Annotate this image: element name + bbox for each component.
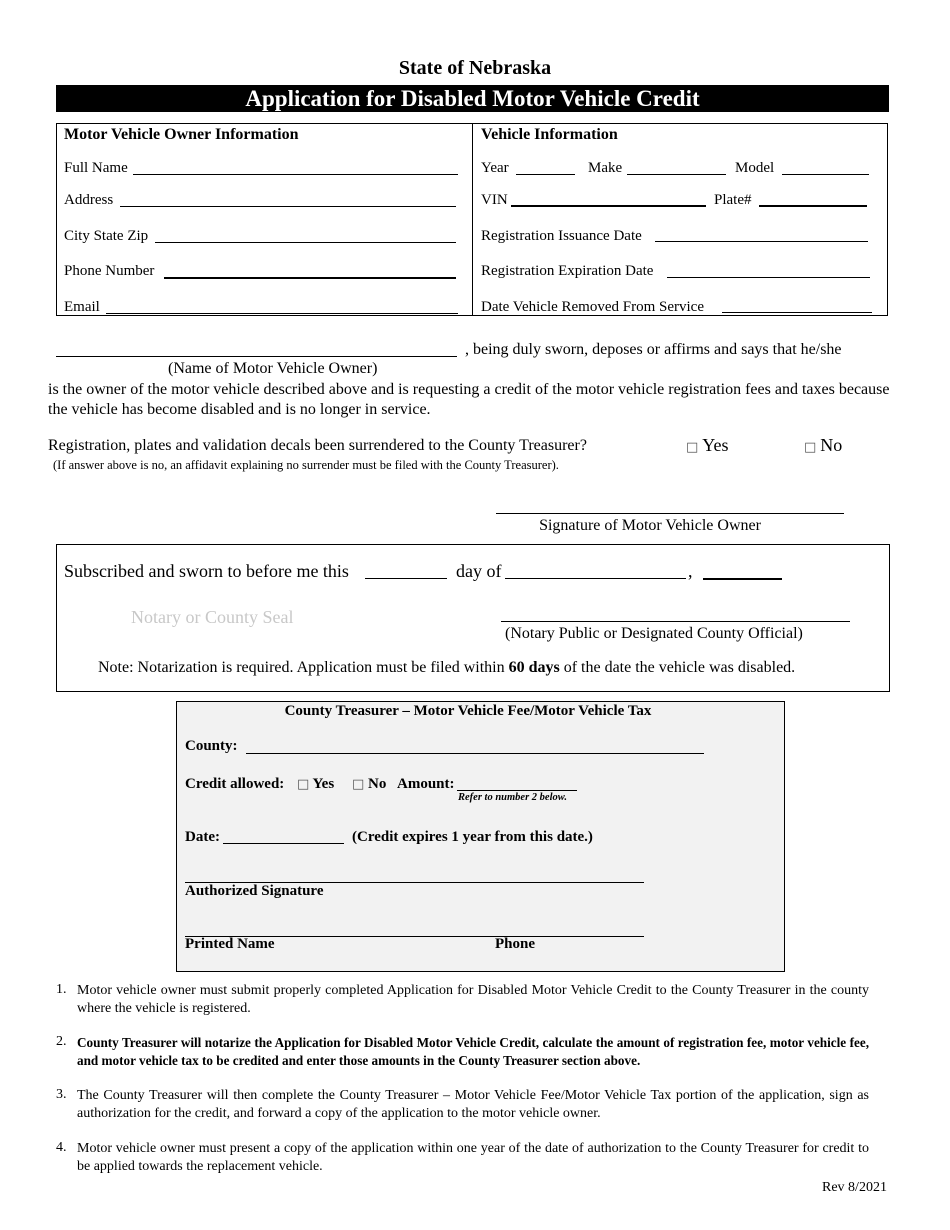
registration-issuance-label: Registration Issuance Date: [481, 228, 642, 244]
city-state-zip-field[interactable]: [155, 242, 456, 243]
instruction-number-4: 4.: [56, 1140, 67, 1155]
registration-expiration-field[interactable]: [667, 277, 870, 278]
date-removed-label: Date Vehicle Removed From Service: [481, 299, 704, 315]
credit-no-checkbox-icon[interactable]: □: [352, 777, 365, 792]
treasurer-date-field[interactable]: [223, 843, 344, 844]
instruction-text-2: County Treasurer will notarize the Application for Disabled Motor Vehicle Credit, calculate the amount of registration fee, motor vehicle fee, and motor vehicle tax to be credited and enter those amounts in the County Treasurer section above.: [77, 1035, 869, 1068]
instruction-number-1: 1.: [56, 982, 67, 997]
notary-signature-field[interactable]: [501, 621, 850, 622]
info-table-divider: [472, 123, 473, 316]
yes-checkbox-icon[interactable]: □: [686, 440, 699, 455]
notary-day-field[interactable]: [365, 578, 447, 579]
vin-label: VIN: [481, 192, 508, 208]
city-state-zip-label: City State Zip: [64, 228, 149, 244]
credit-no-option[interactable]: [352, 776, 386, 793]
notary-month-field[interactable]: [505, 578, 686, 579]
address-field[interactable]: [120, 206, 456, 207]
form-title: Application for Disabled Motor Vehicle Credit: [56, 85, 889, 112]
authorized-signature-label: Authorized Signature: [185, 883, 324, 899]
amount-label: Amount:: [397, 776, 455, 792]
notarization-note-suffix: of the date the vehicle was disabled.: [559, 659, 796, 676]
credit-yes-label: Yes: [312, 776, 335, 792]
revision-label: Rev 8/2021: [822, 1180, 887, 1195]
instruction-text-4: Motor vehicle owner must present a copy of the application within one year of the date of authorization to the County Treasurer for credit to be applied towards the replacement vehicle.: [77, 1141, 869, 1174]
plate-field[interactable]: [759, 205, 867, 207]
make-field[interactable]: [627, 174, 726, 175]
treasurer-date-label: Date:: [185, 829, 220, 845]
subscribed-text: Subscribed and sworn to before me this: [64, 561, 349, 581]
amount-refer-note: Refer to number 2 below.: [458, 792, 567, 803]
phone-number-field[interactable]: [164, 277, 456, 279]
credit-allowed-label: Credit allowed:: [185, 776, 285, 792]
year-field[interactable]: [516, 174, 575, 175]
owner-signature-caption: Signature of Motor Vehicle Owner: [539, 517, 761, 534]
notary-official-caption: (Notary Public or Designated County Official): [505, 625, 803, 642]
registration-issuance-field[interactable]: [655, 241, 868, 242]
credit-expires-note: (Credit expires 1 year from this date.): [352, 829, 593, 845]
year-label: Year: [481, 160, 509, 176]
full-name-label: Full Name: [64, 160, 128, 176]
instruction-number-3: 3.: [56, 1087, 67, 1102]
instruction-text-1: Motor vehicle owner must submit properly completed Application for Disabled Motor Vehicle Credit to the County Treasurer in the county where the vehicle is registered.: [77, 983, 869, 1016]
model-label: Model: [735, 160, 775, 176]
credit-no-label: No: [368, 776, 387, 792]
owner-section-heading: Motor Vehicle Owner Information: [64, 126, 299, 143]
make-label: Make: [588, 160, 623, 176]
form-state: State of Nebraska: [398, 57, 552, 79]
surrender-no-option[interactable]: [804, 435, 842, 456]
surrender-no-label: No: [820, 435, 843, 455]
vehicle-section-heading: Vehicle Information: [481, 126, 618, 143]
instruction-text-3: The County Treasurer will then complete the County Treasurer – Motor Vehicle Fee/Motor Vehicle Tax portion of the application, sign as authorization for the credit, and forward a copy of the application to the motor vehicle owner.: [77, 1088, 869, 1121]
owner-signature-field[interactable]: [496, 513, 844, 514]
email-label: Email: [64, 299, 100, 315]
surrender-note: (If answer above is no, an affidavit explaining no surrender must be filed with the County Treasurer).: [53, 458, 559, 472]
owner-name-caption: (Name of Motor Vehicle Owner): [168, 360, 378, 377]
credit-yes-checkbox-icon[interactable]: □: [297, 777, 310, 792]
no-checkbox-icon[interactable]: □: [804, 440, 817, 455]
affidavit-body: is the owner of the motor vehicle described above and is requesting a credit of the motor vehicle registration fees and taxes because the vehicle has become disabled and is no longer in service.: [48, 381, 890, 418]
notary-comma: ,: [688, 561, 693, 581]
county-field[interactable]: [246, 753, 704, 754]
phone-label: Phone: [495, 936, 536, 952]
amount-field[interactable]: [457, 790, 577, 791]
notarization-note-prefix: Note: Notarization is required. Application must be filed within: [98, 659, 509, 676]
surrender-question: Registration, plates and validation decals been surrendered to the County Treasurer?: [48, 437, 587, 454]
full-name-field[interactable]: [133, 174, 458, 175]
notary-year-field[interactable]: [703, 578, 782, 580]
registration-expiration-label: Registration Expiration Date: [481, 263, 654, 279]
printed-name-label: Printed Name: [185, 936, 275, 952]
address-label: Address: [64, 192, 114, 208]
model-field[interactable]: [782, 174, 869, 175]
county-label: County:: [185, 738, 238, 754]
vin-field[interactable]: [511, 205, 706, 207]
surrender-yes-label: Yes: [702, 435, 729, 455]
notary-seal-placeholder: Notary or County Seal: [131, 607, 294, 627]
credit-yes-option[interactable]: [297, 776, 334, 793]
email-field[interactable]: [106, 313, 458, 314]
date-removed-field[interactable]: [722, 312, 872, 313]
plate-label: Plate#: [714, 192, 752, 208]
sworn-statement: , being duly sworn, deposes or affirms and says that he/she: [465, 341, 842, 358]
notarization-note: [98, 659, 795, 677]
owner-name-field[interactable]: [56, 356, 457, 357]
surrender-yes-option[interactable]: [686, 435, 729, 456]
instruction-number-2: 2.: [56, 1034, 67, 1049]
treasurer-title: County Treasurer – Motor Vehicle Fee/Motor Vehicle Tax: [284, 703, 652, 719]
day-of-text: day of: [456, 561, 502, 581]
phone-number-label: Phone Number: [64, 263, 155, 279]
notarization-note-days: 60 days: [508, 659, 560, 676]
